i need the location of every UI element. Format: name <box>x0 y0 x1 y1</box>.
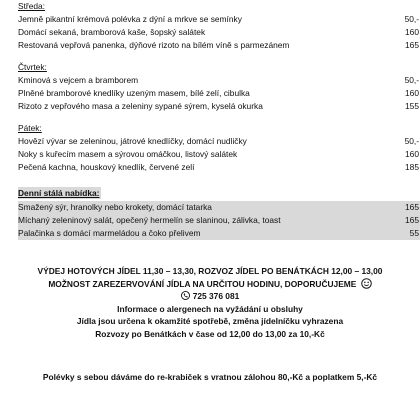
menu-item-price: 50,- <box>404 136 419 146</box>
menu-item-name: Palačinka s domácí marmeládou a čoko přelivem <box>18 228 201 238</box>
delivery-info: Rozvozy po Benátkách v čase od 12,00 do 13,00 za 10,-Kč <box>95 328 325 339</box>
menu-item-name: Rizoto z vepřového masa a zeleniny sypané sýrem, kyselá okurka <box>18 101 263 111</box>
menu-item <box>18 161 420 174</box>
menu-item-name: Noky s kuřecím masem a sýrovou omáčkou, listový salátek <box>18 149 238 159</box>
allergen-info: Informace o alergenech na vyžádání u obsluhy <box>117 303 303 314</box>
menu-item-price: 165 <box>405 215 419 225</box>
menu-item-price: 165 <box>405 202 419 212</box>
menu-item-price: 160 <box>405 88 419 98</box>
menu-item <box>18 135 420 148</box>
consumption-note: Jídla jsou určena k okamžité spotřebě, změna jídelníčku vyhrazena <box>76 316 344 326</box>
phone-line <box>0 290 420 303</box>
menu-item <box>18 74 420 87</box>
menu-item <box>18 39 420 52</box>
menu-item-price: 165 <box>405 40 419 50</box>
menu-item <box>18 87 420 100</box>
phone-icon <box>181 291 190 300</box>
menu-item-price: 160 <box>405 149 419 159</box>
menu-item-name: Míchaný zeleninový salát, opečený hermelín se slaninou, zálivka, toast <box>18 215 281 225</box>
menu-item-price: 55 <box>409 228 419 238</box>
menu-item-name: Pečená kachna, houskový knedlík, červené zelí <box>18 162 195 172</box>
standing-offer-title: Denní stálá nabídka: <box>18 188 100 198</box>
menu-item-name: Restovaná vepřová panenka, dýňové rizoto na bílém víně s parmezánem <box>18 40 290 50</box>
soup-takeaway-note: Polévky s sebou dáváme do re-krabiček s vratnou zálohou 80,-Kč a poplatkem 5,-Kč <box>42 372 378 382</box>
menu-item-price: 155 <box>405 101 419 111</box>
menu-item <box>18 13 420 26</box>
info-footer <box>0 266 420 340</box>
menu-item <box>18 100 420 113</box>
menu-item-price: 50,- <box>404 75 419 85</box>
menu-item <box>18 148 420 161</box>
menu-item <box>18 26 420 39</box>
smiley-icon <box>361 278 372 289</box>
reservation-note <box>0 278 420 291</box>
day-title-wednesday: Středa: <box>18 1 46 11</box>
menu-item-name: Hovězí vývar se zeleninou, játrové knedlíčky, domácí nudličky <box>18 136 247 146</box>
menu-item-price: 160 <box>405 27 419 37</box>
menu-item-name: Smažený sýr, hranolky nebo krokety, domácí tatarka <box>18 202 212 212</box>
standing-item <box>18 201 420 214</box>
day-title-friday: Pátek: <box>18 123 42 133</box>
menu-item-price: 50,- <box>404 14 419 24</box>
menu-item-name: Plněné bramborové knedlíky uzeným masem, bílé zelí, cibulka <box>18 88 250 98</box>
serving-hours: VÝDEJ HOTOVÝCH JÍDEL 11,30 – 13,30, ROZVOZ JÍDEL PO BENÁTKÁCH 12,00 – 13,00 <box>37 266 383 276</box>
menu-item-name: Kminová s vejcem a bramborem <box>18 75 139 85</box>
menu-item-price: 185 <box>405 162 419 172</box>
reservation-text: MOŽNOST ZAREZERVOVÁNÍ JÍDLA NA URČITOU HODINU, DOPORUČUJEME <box>48 278 357 289</box>
standing-item <box>18 214 420 227</box>
weekly-menu <box>18 0 420 240</box>
phone-number: 725 376 081 <box>192 291 240 301</box>
day-title-thursday: Čtvrtek: <box>18 62 47 72</box>
menu-item-name: Jemně pikantní krémová polévka z dýní a mrkve se semínky <box>18 14 242 24</box>
menu-item-name: Domácí sekaná, bramborová kaše, šopský salátek <box>18 27 206 37</box>
standing-item <box>18 227 420 240</box>
